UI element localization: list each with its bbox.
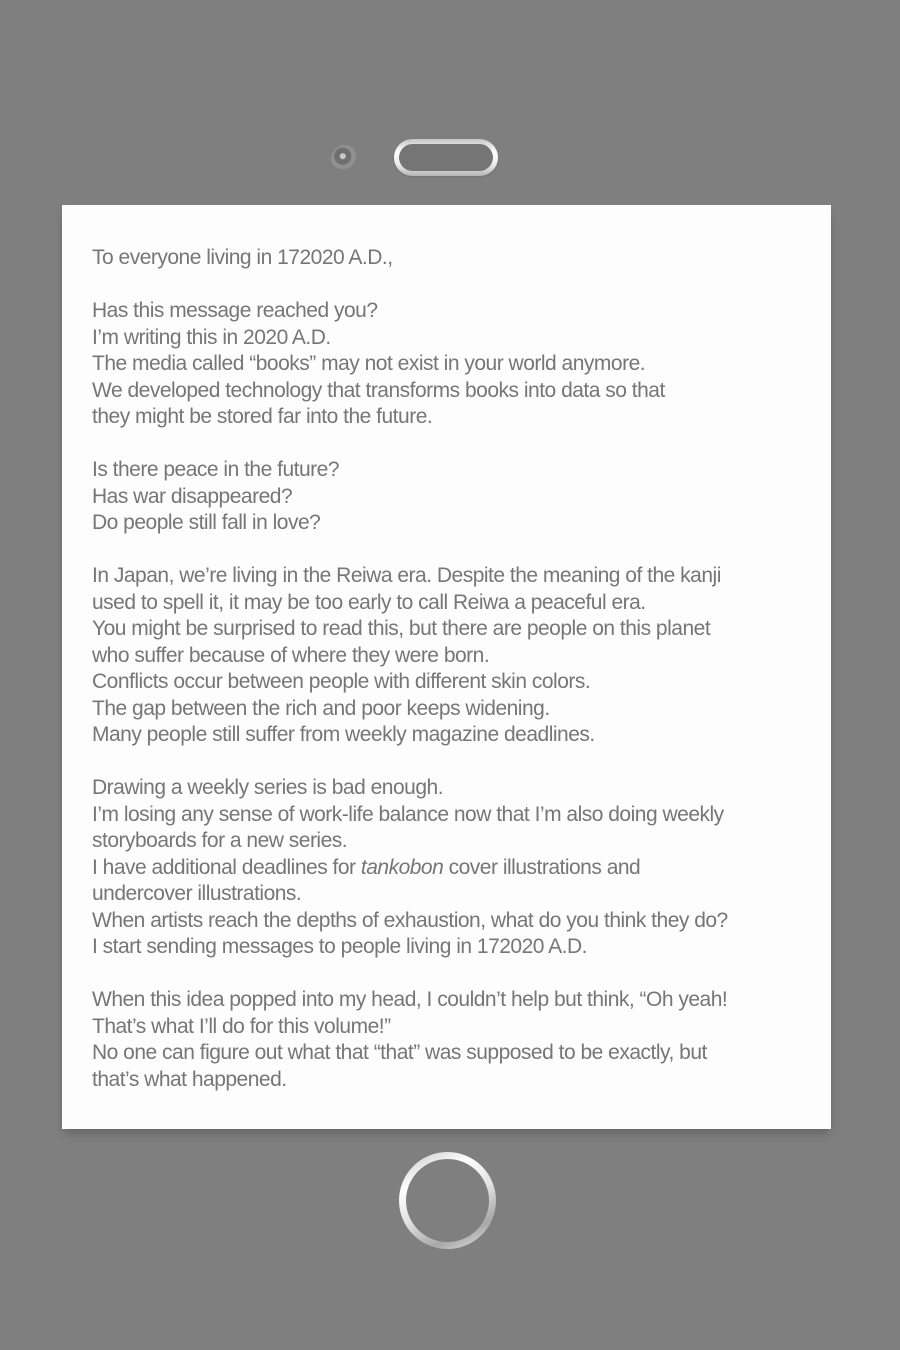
text-segment: When this idea popped into my head, I couldn’t help but think, “Oh yeah! — [92, 988, 728, 1011]
text-line — [92, 828, 805, 855]
italic-text-segment: tankobon — [360, 855, 444, 879]
text-segment: Many people still suffer from weekly magazine deadlines. — [92, 723, 595, 746]
text-segment: Is there peace in the future? — [92, 458, 340, 481]
text-line — [92, 643, 805, 670]
text-line — [92, 325, 805, 352]
paragraph — [92, 775, 805, 961]
text-line — [92, 351, 805, 378]
text-segment: used to spell it, it may be too early to call Reiwa a peaceful era. — [92, 590, 646, 614]
text-segment: The media called “books” may not exist in your world anymore. — [92, 352, 646, 375]
text-line — [92, 696, 805, 723]
text-segment: When artists reach the depths of exhaustion, what do you think they do? — [92, 908, 728, 932]
text-segment: Drawing a weekly series is bad enough. — [92, 776, 444, 799]
text-line — [92, 802, 805, 829]
text-segment: I’m writing this in 2020 A.D. — [92, 325, 331, 349]
text-segment: To everyone living in 172020 A.D., — [92, 246, 393, 269]
text-line — [92, 1014, 805, 1041]
text-segment: I’m losing any sense of work-life balance now that I’m also doing weekly — [92, 802, 724, 826]
text-segment: that’s what happened. — [92, 1067, 287, 1091]
text-segment: storyboards for a new series. — [92, 829, 348, 852]
text-line — [92, 510, 805, 537]
paragraph — [92, 457, 805, 537]
text-segment: You might be surprised to read this, but there are people on this planet — [92, 617, 711, 640]
text-segment: they might be stored far into the future. — [92, 405, 433, 428]
text-segment: Do people still fall in love? — [92, 511, 321, 534]
text-line — [92, 775, 805, 802]
text-segment: cover illustrations and — [443, 855, 641, 879]
paragraph — [92, 245, 805, 272]
text-line — [92, 987, 805, 1014]
paragraph — [92, 298, 805, 431]
text-segment: Has this message reached you? — [92, 299, 378, 322]
text-segment: I start sending messages to people living in 172020 A.D. — [92, 935, 587, 958]
text-line — [92, 722, 805, 749]
text-segment: who suffer because of where they were born. — [92, 643, 490, 667]
text-segment: The gap between the rich and poor keeps widening. — [92, 696, 550, 720]
text-segment: Has war disappeared? — [92, 484, 293, 508]
home-button-face — [406, 1159, 489, 1242]
text-line — [92, 881, 805, 908]
text-line — [92, 590, 805, 617]
text-line — [92, 1067, 805, 1094]
text-line — [92, 616, 805, 643]
text-line — [92, 855, 805, 882]
text-line — [92, 908, 805, 935]
text-segment: We developed technology that transforms books into data so that — [92, 378, 665, 402]
text-line — [92, 484, 805, 511]
text-segment: undercover illustrations. — [92, 882, 302, 905]
speaker-slot-opening — [399, 144, 493, 171]
letter-page — [62, 205, 831, 1129]
speaker-slot-icon — [394, 139, 498, 176]
text-line — [92, 669, 805, 696]
home-button[interactable] — [399, 1152, 496, 1249]
text-segment: Conflicts occur between people with different skin colors. — [92, 670, 591, 693]
text-line — [92, 245, 805, 272]
text-line — [92, 934, 805, 961]
text-line — [92, 404, 805, 431]
text-segment: No one can figure out what that “that” was supposed to be exactly, but — [92, 1041, 707, 1064]
text-line — [92, 563, 805, 590]
text-line — [92, 298, 805, 325]
text-segment: In Japan, we’re living in the Reiwa era. Despite the meaning of the kanji — [92, 564, 721, 587]
paragraph — [92, 563, 805, 749]
text-segment: That’s what I’ll do for this volume!” — [92, 1014, 391, 1038]
text-line — [92, 457, 805, 484]
text-line — [92, 1040, 805, 1067]
camera-lens-icon — [331, 145, 359, 173]
paragraph — [92, 987, 805, 1093]
text-segment: I have additional deadlines for — [92, 855, 361, 879]
text-line — [92, 378, 805, 405]
